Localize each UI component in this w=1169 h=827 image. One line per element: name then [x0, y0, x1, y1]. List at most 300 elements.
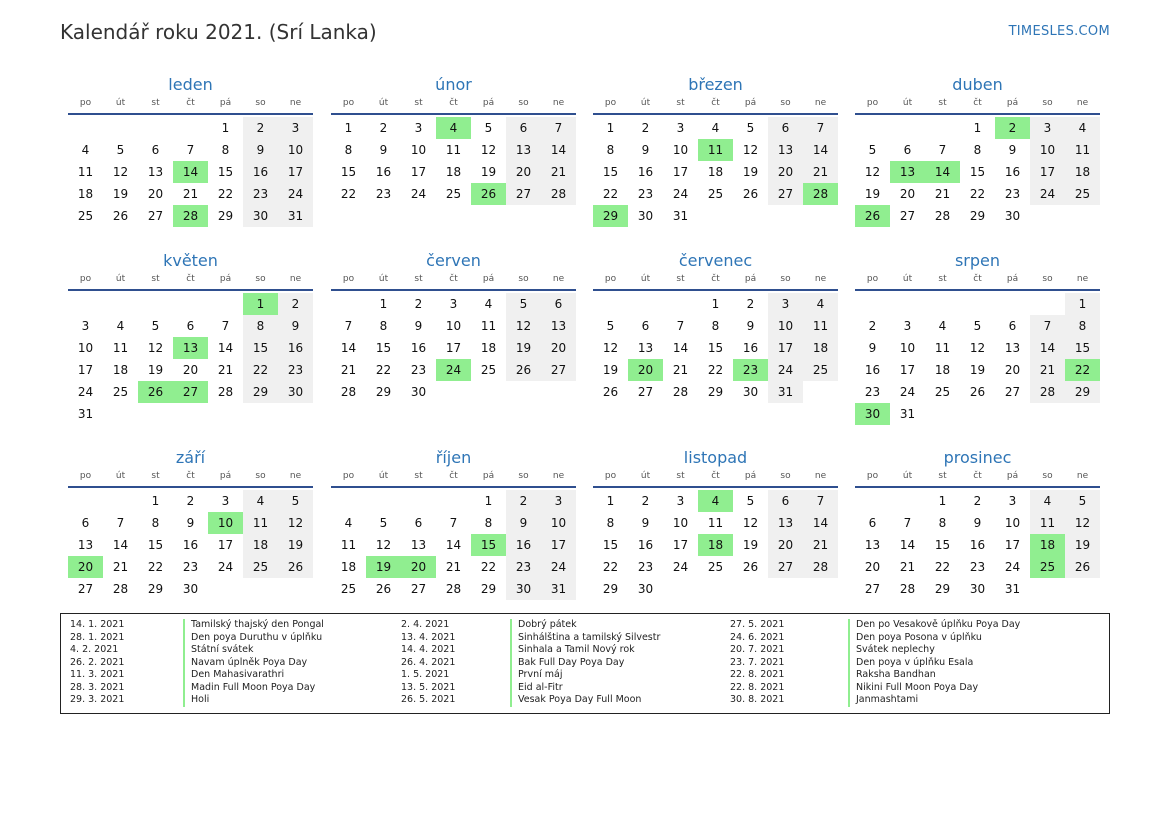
- weekday-label: po: [342, 471, 355, 481]
- day-cell: 28: [803, 556, 838, 578]
- holiday-name: Raksha Bandhan: [848, 669, 936, 682]
- day-cell: 9: [641, 516, 650, 530]
- day-cell: 5: [1065, 490, 1100, 512]
- day-cell: 28: [541, 183, 576, 205]
- holiday-day-cell: 2: [995, 117, 1030, 139]
- day-cell: 6: [768, 490, 803, 512]
- day-cell: 2: [379, 121, 388, 135]
- day-cell: 24: [410, 187, 427, 201]
- weekday-label: so: [255, 274, 266, 284]
- day-cell: 10: [1004, 516, 1021, 530]
- day-cell: 5: [973, 319, 982, 333]
- legend-column: [401, 619, 721, 707]
- day-cell: 19: [742, 165, 759, 179]
- day-cell: 2: [641, 121, 650, 135]
- weekday-label: po: [866, 274, 879, 284]
- day-cell: 30: [182, 582, 199, 596]
- weekday-label: út: [115, 98, 126, 108]
- holiday-name: Dobrý pátek: [510, 619, 577, 632]
- day-cell: 27: [768, 556, 803, 578]
- header-divider: [855, 486, 1100, 488]
- day-cell: 6: [186, 319, 195, 333]
- day-cell: 23: [637, 187, 654, 201]
- holiday-day-cell: 4: [436, 117, 471, 139]
- day-cell: 7: [116, 516, 125, 530]
- legend-column: [70, 619, 390, 707]
- day-cell: 7: [1030, 315, 1065, 337]
- day-cell: 24: [1030, 183, 1065, 205]
- day-cell: 13: [768, 512, 803, 534]
- day-cell: 29: [969, 209, 986, 223]
- holiday-day-cell: 18: [698, 534, 733, 556]
- days-grid: [331, 117, 576, 205]
- holiday-day-cell: 15: [471, 534, 506, 556]
- day-cell: 5: [506, 293, 541, 315]
- weekday-label: út: [640, 98, 651, 108]
- day-cell: 16: [506, 534, 541, 556]
- month-name: květen: [163, 251, 218, 270]
- days-grid: [331, 293, 576, 403]
- day-cell: 29: [1065, 381, 1100, 403]
- day-cell: 31: [768, 381, 803, 403]
- day-cell: 27: [1004, 385, 1021, 399]
- weekday-label: so: [780, 274, 791, 284]
- day-cell: 23: [375, 187, 392, 201]
- day-cell: 11: [1065, 139, 1100, 161]
- month-name: leden: [168, 75, 213, 94]
- day-cell: 28: [899, 582, 916, 596]
- empty-cell: [173, 293, 208, 315]
- day-cell: 12: [969, 341, 986, 355]
- day-cell: 20: [864, 560, 881, 574]
- empty-cell: [331, 490, 366, 512]
- day-cell: 7: [676, 319, 685, 333]
- weekday-header: [593, 96, 838, 110]
- weekday-label: ne: [814, 274, 827, 284]
- day-cell: 20: [147, 187, 164, 201]
- empty-cell: [103, 490, 138, 512]
- day-cell: 13: [147, 165, 164, 179]
- day-cell: 17: [278, 161, 313, 183]
- empty-cell: [995, 293, 1030, 315]
- day-cell: 16: [375, 165, 392, 179]
- day-cell: 22: [602, 187, 619, 201]
- day-cell: 19: [506, 337, 541, 359]
- days-grid: [68, 490, 313, 600]
- holiday-name: Sinhala a Tamil Nový rok: [510, 644, 635, 657]
- weekday-label: čt: [711, 274, 720, 284]
- day-cell: 30: [1004, 209, 1021, 223]
- weekday-label: ne: [552, 274, 565, 284]
- day-cell: 21: [803, 161, 838, 183]
- day-cell: 14: [1030, 337, 1065, 359]
- page-title: Kalendář roku 2021. (Srí Lanka): [60, 20, 377, 44]
- day-cell: 21: [217, 363, 234, 377]
- day-cell: 6: [506, 117, 541, 139]
- weekday-label: pá: [482, 471, 495, 481]
- site-link[interactable]: TIMESLES.COM: [1008, 24, 1110, 39]
- day-cell: 22: [969, 187, 986, 201]
- weekday-label: st: [151, 98, 160, 108]
- day-cell: 8: [151, 516, 160, 530]
- weekday-label: pá: [744, 274, 757, 284]
- month-name: duben: [952, 75, 1003, 94]
- legend-row: [70, 682, 390, 695]
- holiday-date: 28. 3. 2021: [70, 681, 125, 693]
- day-cell: 14: [340, 341, 357, 355]
- day-cell: 20: [1004, 363, 1021, 377]
- header-divider: [331, 486, 576, 488]
- legend-row: [70, 694, 390, 707]
- holiday-name: První máj: [510, 669, 563, 682]
- weekday-label: st: [151, 471, 160, 481]
- day-cell: 2: [506, 490, 541, 512]
- legend-row: [70, 644, 390, 657]
- day-cell: 9: [641, 143, 650, 157]
- day-cell: 28: [445, 582, 462, 596]
- day-cell: 12: [602, 341, 619, 355]
- weekday-label: ne: [1076, 274, 1089, 284]
- day-cell: 11: [803, 315, 838, 337]
- day-cell: 12: [480, 143, 497, 157]
- empty-cell: [138, 293, 173, 315]
- day-cell: 7: [803, 490, 838, 512]
- empty-cell: [890, 293, 925, 315]
- legend-row: [401, 682, 721, 695]
- holiday-date: 14. 4. 2021: [401, 644, 456, 655]
- day-cell: 21: [899, 560, 916, 574]
- day-cell: 2: [186, 494, 195, 508]
- legend-row: [730, 632, 1050, 645]
- day-cell: 10: [541, 512, 576, 534]
- legend-row: [730, 669, 1050, 682]
- weekday-label: po: [79, 98, 92, 108]
- weekday-label: so: [1042, 274, 1053, 284]
- day-cell: 27: [899, 209, 916, 223]
- day-cell: 24: [672, 560, 689, 574]
- day-cell: 6: [81, 516, 90, 530]
- weekday-label: út: [902, 274, 913, 284]
- month-8: [855, 250, 1100, 425]
- day-cell: 28: [672, 385, 689, 399]
- weekday-label: pá: [482, 274, 495, 284]
- day-cell: 12: [506, 315, 541, 337]
- day-cell: 30: [637, 209, 654, 223]
- day-cell: 13: [1004, 341, 1021, 355]
- day-cell: 14: [803, 139, 838, 161]
- day-cell: 22: [934, 560, 951, 574]
- weekday-label: pá: [219, 274, 232, 284]
- holiday-day-cell: 10: [208, 512, 243, 534]
- holiday-date: 26. 2. 2021: [70, 656, 125, 668]
- holiday-date: 28. 1. 2021: [70, 631, 125, 643]
- weekday-label: ne: [814, 471, 827, 481]
- weekday-label: út: [378, 98, 389, 108]
- weekday-header: [593, 469, 838, 483]
- day-cell: 9: [746, 319, 755, 333]
- holiday-date: 4. 2. 2021: [70, 644, 119, 655]
- weekday-label: pá: [1006, 98, 1019, 108]
- day-cell: 23: [410, 363, 427, 377]
- day-cell: 26: [742, 560, 759, 574]
- day-cell: 31: [77, 407, 94, 421]
- day-cell: 9: [868, 341, 877, 355]
- day-cell: 19: [480, 165, 497, 179]
- header-divider: [855, 289, 1100, 291]
- holiday-day-cell: 19: [366, 556, 401, 578]
- day-cell: 19: [742, 538, 759, 552]
- day-cell: 10: [410, 143, 427, 157]
- holiday-day-cell: 24: [436, 359, 471, 381]
- weekday-label: po: [342, 274, 355, 284]
- day-cell: 8: [606, 143, 615, 157]
- day-cell: 24: [217, 560, 234, 574]
- day-cell: 23: [278, 359, 313, 381]
- day-cell: 21: [1030, 359, 1065, 381]
- day-cell: 30: [243, 205, 278, 227]
- day-cell: 1: [379, 297, 388, 311]
- day-cell: 15: [1065, 337, 1100, 359]
- day-cell: 23: [182, 560, 199, 574]
- day-cell: 26: [112, 209, 129, 223]
- day-cell: 24: [899, 385, 916, 399]
- day-cell: 29: [707, 385, 724, 399]
- holiday-day-cell: 11: [698, 139, 733, 161]
- day-cell: 30: [410, 385, 427, 399]
- day-cell: 18: [934, 363, 951, 377]
- day-cell: 8: [606, 516, 615, 530]
- day-cell: 12: [1065, 512, 1100, 534]
- weekday-label: ne: [289, 471, 302, 481]
- day-cell: 16: [637, 165, 654, 179]
- weekday-label: st: [414, 98, 423, 108]
- empty-cell: [890, 117, 925, 139]
- weekday-label: čt: [186, 471, 195, 481]
- weekday-label: čt: [186, 98, 195, 108]
- weekday-label: po: [604, 274, 617, 284]
- legend-row: [70, 657, 390, 670]
- weekday-label: čt: [973, 274, 982, 284]
- day-cell: 5: [746, 494, 755, 508]
- day-cell: 5: [606, 319, 615, 333]
- weekday-label: so: [1042, 98, 1053, 108]
- empty-cell: [68, 117, 103, 139]
- days-grid: [855, 490, 1100, 600]
- weekday-label: so: [255, 471, 266, 481]
- day-cell: 7: [541, 117, 576, 139]
- holiday-date: 2. 4. 2021: [401, 619, 450, 630]
- day-cell: 1: [938, 494, 947, 508]
- weekday-label: st: [676, 274, 685, 284]
- day-cell: 16: [410, 341, 427, 355]
- day-cell: 1: [1065, 293, 1100, 315]
- header-divider: [331, 289, 576, 291]
- day-cell: 17: [768, 337, 803, 359]
- day-cell: 15: [707, 341, 724, 355]
- weekday-label: út: [115, 471, 126, 481]
- empty-cell: [925, 293, 960, 315]
- day-cell: 4: [803, 293, 838, 315]
- day-cell: 12: [742, 143, 759, 157]
- day-cell: 20: [541, 337, 576, 359]
- weekday-label: čt: [449, 471, 458, 481]
- day-cell: 27: [768, 183, 803, 205]
- day-cell: 1: [151, 494, 160, 508]
- weekday-label: po: [866, 471, 879, 481]
- day-cell: 17: [672, 165, 689, 179]
- holiday-date: 13. 4. 2021: [401, 631, 456, 643]
- empty-cell: [68, 293, 103, 315]
- day-cell: 5: [746, 121, 755, 135]
- month-name: únor: [435, 75, 472, 94]
- month-6: [331, 250, 576, 403]
- day-cell: 22: [375, 363, 392, 377]
- day-cell: 16: [1004, 165, 1021, 179]
- weekday-label: út: [378, 274, 389, 284]
- day-cell: 1: [606, 121, 615, 135]
- day-cell: 15: [147, 538, 164, 552]
- day-cell: 19: [147, 363, 164, 377]
- day-cell: 13: [77, 538, 94, 552]
- legend-row: [730, 619, 1050, 632]
- day-cell: 24: [768, 359, 803, 381]
- legend-column: [730, 619, 1050, 707]
- day-cell: 25: [340, 582, 357, 596]
- day-cell: 22: [147, 560, 164, 574]
- month-7: [593, 250, 838, 403]
- day-cell: 17: [217, 538, 234, 552]
- weekday-label: ne: [814, 98, 827, 108]
- holiday-day-cell: 27: [173, 381, 208, 403]
- day-cell: 24: [278, 183, 313, 205]
- day-cell: 1: [973, 121, 982, 135]
- day-cell: 22: [602, 560, 619, 574]
- legend-row: [70, 669, 390, 682]
- day-cell: 20: [506, 161, 541, 183]
- day-cell: 29: [243, 381, 278, 403]
- legend-row: [730, 657, 1050, 670]
- empty-cell: [103, 293, 138, 315]
- day-cell: 4: [116, 319, 125, 333]
- holiday-date: 22. 8. 2021: [730, 681, 785, 693]
- day-cell: 17: [899, 363, 916, 377]
- day-cell: 4: [938, 319, 947, 333]
- day-cell: 3: [278, 117, 313, 139]
- day-cell: 24: [77, 385, 94, 399]
- day-cell: 10: [1030, 139, 1065, 161]
- day-cell: 16: [182, 538, 199, 552]
- weekday-label: so: [518, 274, 529, 284]
- day-cell: 8: [484, 516, 493, 530]
- day-cell: 1: [221, 121, 230, 135]
- weekday-label: pá: [1006, 274, 1019, 284]
- days-grid: [593, 117, 838, 227]
- days-grid: [331, 490, 576, 600]
- day-cell: 3: [676, 121, 685, 135]
- day-cell: 4: [243, 490, 278, 512]
- weekday-label: po: [604, 98, 617, 108]
- weekday-label: so: [255, 98, 266, 108]
- empty-cell: [331, 293, 366, 315]
- day-cell: 23: [243, 183, 278, 205]
- day-cell: 29: [934, 582, 951, 596]
- day-cell: 12: [112, 165, 129, 179]
- header-divider: [593, 486, 838, 488]
- day-cell: 13: [637, 341, 654, 355]
- empty-cell: [366, 490, 401, 512]
- day-cell: 8: [711, 319, 720, 333]
- day-cell: 21: [803, 534, 838, 556]
- day-cell: 9: [243, 139, 278, 161]
- empty-cell: [173, 117, 208, 139]
- day-cell: 20: [899, 187, 916, 201]
- day-cell: 20: [768, 534, 803, 556]
- weekday-label: po: [79, 471, 92, 481]
- day-cell: 19: [1065, 534, 1100, 556]
- weekday-label: pá: [744, 98, 757, 108]
- day-cell: 27: [147, 209, 164, 223]
- day-cell: 28: [112, 582, 129, 596]
- day-cell: 3: [449, 297, 458, 311]
- holiday-name: Státní svátek: [183, 644, 253, 657]
- header-divider: [331, 113, 576, 115]
- day-cell: 12: [278, 512, 313, 534]
- holiday-day-cell: 1: [243, 293, 278, 315]
- days-grid: [68, 293, 313, 425]
- day-cell: 10: [899, 341, 916, 355]
- holiday-name: Den Mahasivarathri: [183, 669, 284, 682]
- holiday-date: 27. 5. 2021: [730, 619, 785, 630]
- holiday-name: Eid al-Fitr: [510, 682, 563, 695]
- day-cell: 29: [375, 385, 392, 399]
- holiday-day-cell: 23: [733, 359, 768, 381]
- day-cell: 20: [768, 161, 803, 183]
- holiday-name: Den poya Posona v úplňku: [848, 632, 982, 645]
- day-cell: 30: [506, 578, 541, 600]
- day-cell: 11: [77, 165, 94, 179]
- day-cell: 17: [672, 538, 689, 552]
- day-cell: 5: [151, 319, 160, 333]
- day-cell: 19: [602, 363, 619, 377]
- day-cell: 10: [672, 143, 689, 157]
- day-cell: 5: [379, 516, 388, 530]
- day-cell: 21: [445, 560, 462, 574]
- holiday-day-cell: 4: [698, 490, 733, 512]
- day-cell: 18: [243, 534, 278, 556]
- weekday-header: [855, 96, 1100, 110]
- day-cell: 7: [344, 319, 353, 333]
- day-cell: 31: [1004, 582, 1021, 596]
- holiday-day-cell: 26: [471, 183, 506, 205]
- day-cell: 5: [278, 490, 313, 512]
- day-cell: 15: [340, 165, 357, 179]
- weekday-label: st: [938, 274, 947, 284]
- day-cell: 10: [672, 516, 689, 530]
- day-cell: 6: [1008, 319, 1017, 333]
- empty-cell: [855, 117, 890, 139]
- day-cell: 18: [707, 165, 724, 179]
- month-name: září: [175, 448, 206, 467]
- day-cell: 1: [606, 494, 615, 508]
- day-cell: 4: [711, 121, 720, 135]
- weekday-label: po: [79, 274, 92, 284]
- day-cell: 10: [77, 341, 94, 355]
- empty-cell: [68, 490, 103, 512]
- day-cell: 7: [803, 117, 838, 139]
- day-cell: 30: [969, 582, 986, 596]
- day-cell: 4: [1030, 490, 1065, 512]
- day-cell: 21: [340, 363, 357, 377]
